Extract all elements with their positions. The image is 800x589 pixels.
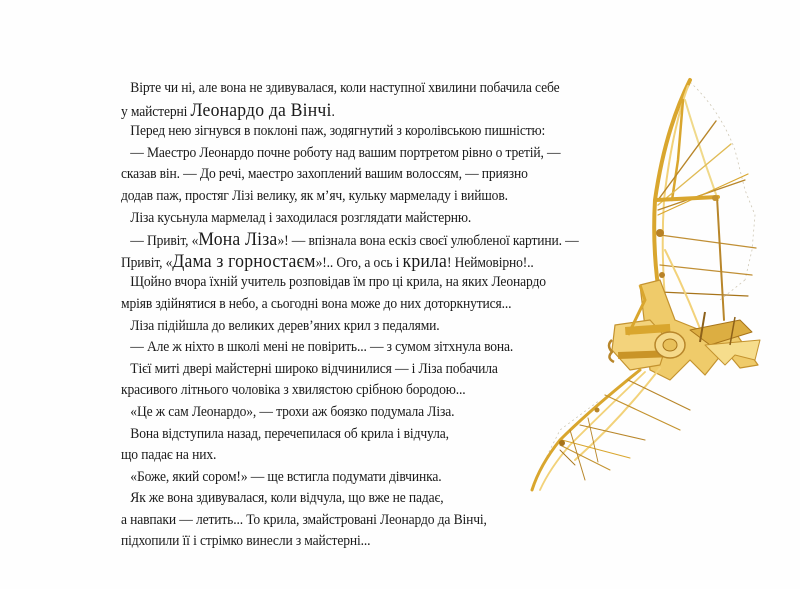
emphasized-text: Леонардо да Вінчі (190, 99, 332, 121)
text-line (121, 229, 605, 251)
emphasized-text: крила (402, 250, 448, 272)
text-segment: додав паж, простяг Лізі велику, як м’яч, кульку мармеладу і вийшов. (121, 187, 508, 204)
text-segment: Щойно вчора їхній учитель розповідав їм про ці крила, на яких Леонардо (130, 274, 546, 291)
text-line (121, 510, 605, 532)
text-segment: »! — впізнала вона ескіз своєї улюбленої картини. — (277, 233, 579, 250)
text-line (121, 164, 605, 186)
text-segment: красивого літнього чоловіка з хвилястою срібною бородою... (121, 382, 466, 399)
text-segment: Тієї миті двері майстерні широко відчинилися — і Ліза побачила (130, 360, 498, 377)
text-segment: сказав він. — До речі, маестро захоплений вашим волоссям, — приязно (121, 166, 528, 183)
text-segment: — Привіт, « (130, 233, 199, 250)
text-segment: «Це ж сам Леонардо», — трохи аж боязко подумала Ліза. (130, 403, 455, 420)
text-segment: «Боже, який сором!» — ще встигла подумати дівчинка. (130, 468, 442, 485)
text-segment: Вона відступила назад, перечепилася об крила і відчула, (130, 425, 449, 442)
text-line (121, 488, 605, 510)
text-segment: Привіт, « (121, 254, 173, 271)
text-line (121, 380, 605, 402)
text-line (121, 424, 605, 446)
text-line (121, 100, 605, 122)
text-segment: ! Неймовірно!.. (447, 254, 534, 271)
emphasized-text: Дама з горностаєм (172, 250, 316, 272)
text-line (121, 121, 605, 143)
text-line (121, 445, 605, 467)
text-segment: »!.. Ого, а ось і (315, 254, 403, 271)
text-line (121, 467, 605, 489)
text-segment: . (331, 103, 335, 120)
text-line (121, 531, 605, 553)
text-line (121, 186, 605, 208)
text-line (121, 337, 605, 359)
text-segment: підхопили її і стрімко винесли з майстерні... (121, 533, 371, 550)
text-segment: що падає на них. (121, 447, 217, 464)
text-segment: Ліза підійшла до великих дерев’яних крил з педалями. (130, 317, 440, 334)
text-segment: Перед нею зігнувся в поклоні паж, зодягнутий з королівською пишністю: (130, 123, 546, 140)
story-text (121, 78, 605, 553)
text-segment: Як же вона здивувалася, коли відчула, що вже не падає, (130, 490, 444, 507)
text-line (121, 143, 605, 165)
text-segment: — Але ж ніхто в школі мені не повірить... — з сумом зітхнула вона. (130, 339, 514, 356)
text-line (121, 359, 605, 381)
text-line (121, 78, 605, 100)
text-segment: Ліза кусьнула мармелад і заходилася розглядати майстерню. (130, 209, 472, 226)
text-line (121, 251, 605, 273)
text-line (121, 272, 605, 294)
text-segment: а навпаки — летить... То крила, змайстровані Леонардо да Вінчі, (121, 511, 487, 528)
text-line (121, 208, 605, 230)
emphasized-text: Мона Ліза (198, 229, 278, 251)
text-segment: — Маестро Леонардо почне роботу над вашим портретом рівно о третій, — (130, 144, 561, 161)
text-line (121, 402, 605, 424)
text-segment: мріяв здійнятися в небо, а сьогодні вона може до них доторкнутися... (121, 295, 512, 312)
text-line (121, 316, 605, 338)
text-segment: Вірте чи ні, але вона не здивувалася, коли наступної хвилини побачила себе (130, 80, 560, 96)
text-line (121, 294, 605, 316)
text-segment: у майстерні (121, 103, 191, 120)
